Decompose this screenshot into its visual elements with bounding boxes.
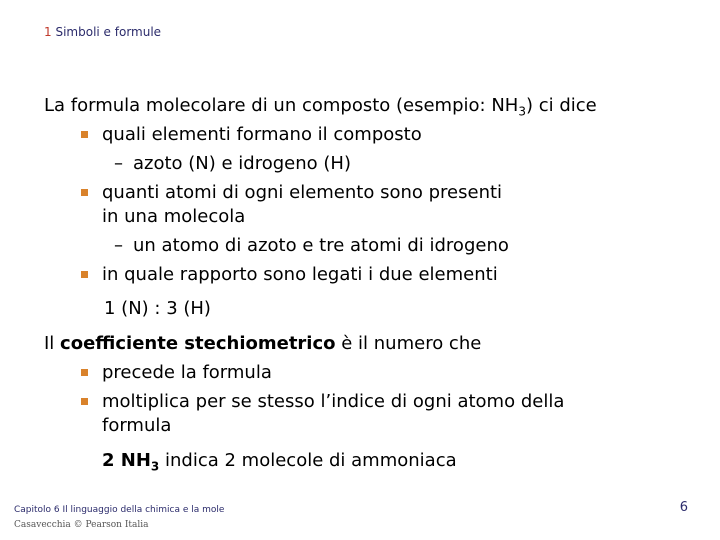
bullet-icon (81, 131, 88, 138)
ratio-value: 1 (N) : 3 (H) (104, 298, 211, 319)
coef-suffix: è il numero che (341, 333, 482, 354)
section-title: Simboli e formule (55, 25, 162, 39)
bullet-precede: precede la formula (102, 362, 272, 383)
dash-icon: – (114, 153, 123, 174)
section-number: 1 (44, 25, 52, 39)
bullet-icon (81, 369, 88, 376)
example-text: indica 2 molecole di ammoniaca (165, 450, 457, 471)
footer-copyright: Casavecchia © Pearson Italia (14, 520, 149, 530)
example-subscript: 3 (150, 459, 160, 474)
bullet-atoms-2: in una molecola (102, 206, 246, 227)
coef-term: coefficiente stechiometrico (60, 333, 336, 354)
coefficient-line (44, 333, 481, 355)
page-number: 6 (679, 500, 688, 515)
sub-elements (114, 153, 351, 175)
example-formula: 2 NH (102, 450, 151, 471)
intro-line (44, 95, 597, 117)
bullet-icon (81, 189, 88, 196)
example-line (102, 450, 457, 472)
coef-prefix: Il (44, 333, 55, 354)
bullet-icon (81, 398, 88, 405)
section-label (44, 25, 161, 39)
dash-icon: – (114, 235, 123, 256)
bullet-elements: quali elementi formano il composto (102, 124, 422, 145)
bullet-multiply-2: formula (102, 415, 172, 436)
intro-subscript: 3 (518, 104, 526, 119)
footer-chapter: Capitolo 6 Il linguaggio della chimica e la mole (14, 505, 225, 515)
sub-elements-text: azoto (N) e idrogeno (H) (133, 153, 351, 174)
sub-atoms (114, 235, 509, 257)
sub-atoms-text: un atomo di azoto e tre atomi di idrogeno (133, 235, 509, 256)
bullet-icon (81, 271, 88, 278)
bullet-atoms-1: quanti atomi di ogni elemento sono presenti (102, 182, 503, 203)
intro-end: ) ci dice (525, 95, 597, 116)
intro-text: La formula molecolare di un composto (esempio: NH (44, 95, 519, 116)
bullet-multiply-1: moltiplica per se stesso l’indice di ogni atomo della (102, 391, 565, 412)
bullet-ratio: in quale rapporto sono legati i due elementi (102, 264, 498, 285)
